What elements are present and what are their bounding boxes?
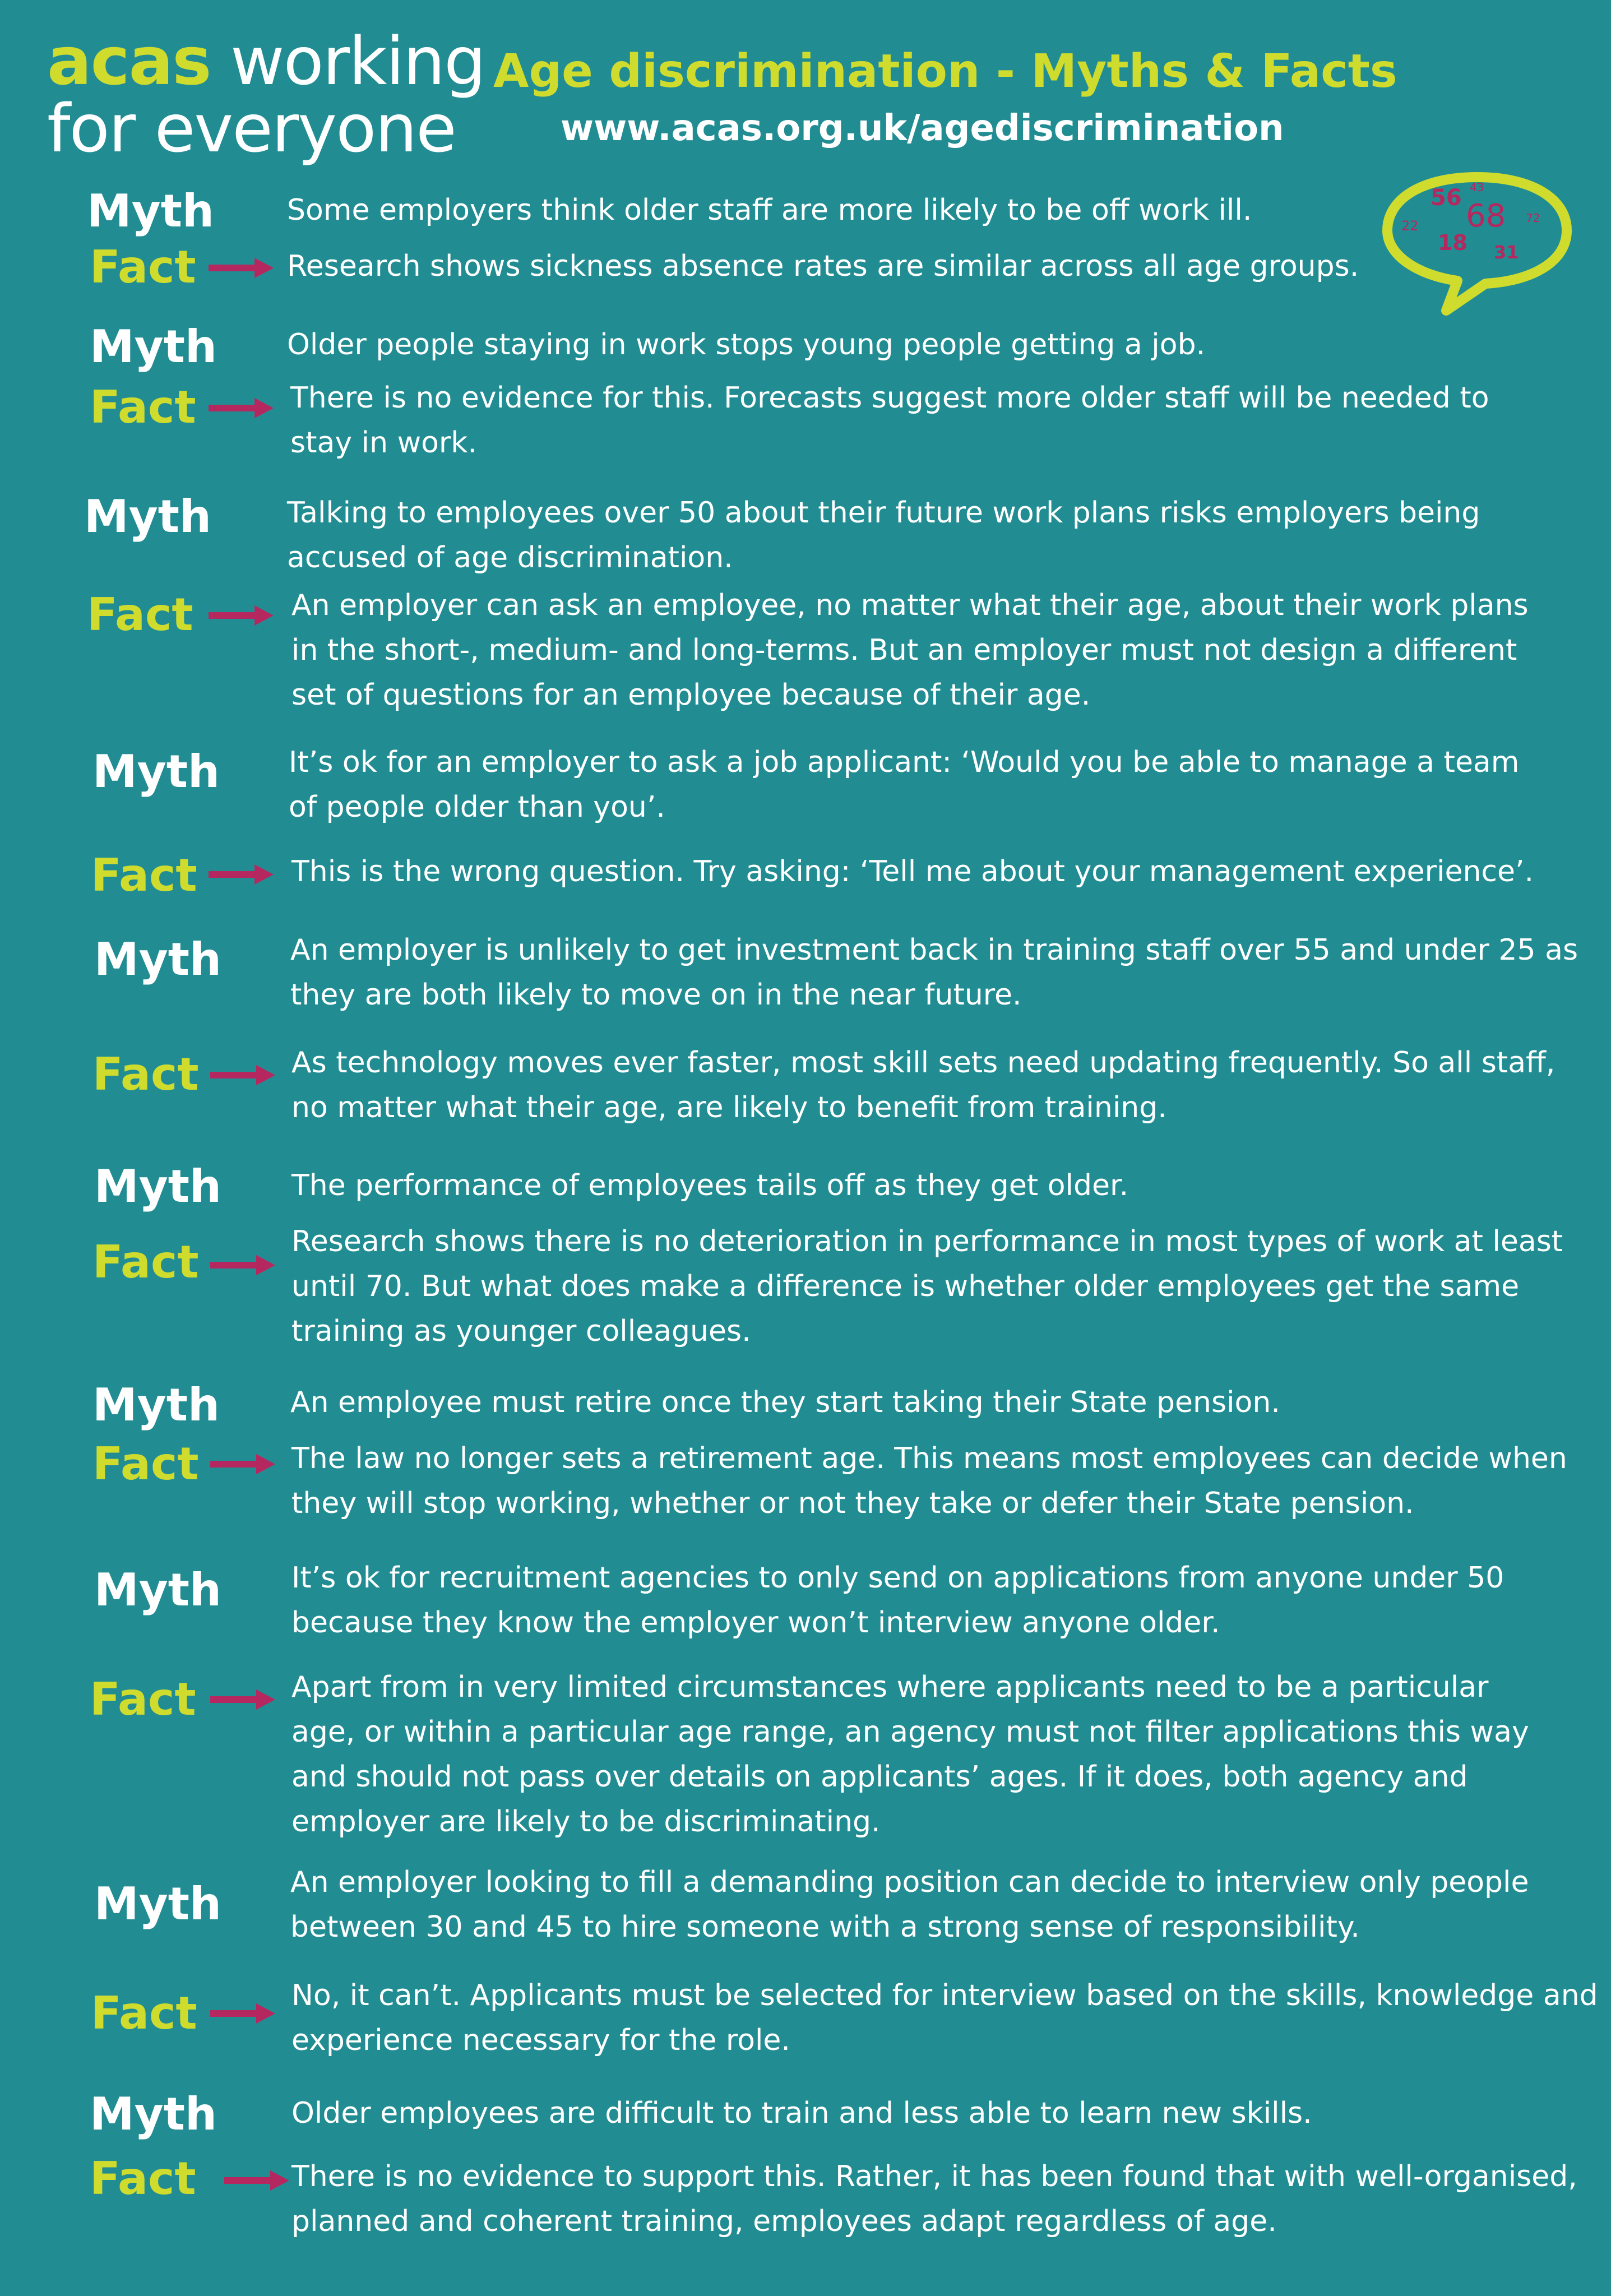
bubble-number-6: 18 [1438,230,1468,255]
fact-text-1 [287,244,1359,289]
fact-9-line-2: experience necessary for the role. [291,2024,790,2057]
fact-label: Fact [91,849,197,901]
myth-label: Myth [90,2088,217,2140]
arrow-right-icon [210,1453,276,1475]
arrow-right-icon [224,2169,290,2192]
acas-logo [47,22,485,167]
fact-label: Fact [91,1987,197,2039]
page-url[interactable]: www.acas.org.uk/agediscrimination [561,108,1284,149]
fact-1-line-1: Research shows sickness absence rates are similar across all age groups. [287,249,1359,283]
myth-label: Myth [92,746,220,798]
fact-5-line-1: As technology moves ever faster, most skill sets need updating frequently. So all staff, [291,1046,1556,1080]
myth-text-9 [290,1860,1529,1950]
fact-label: Fact [90,1673,196,1725]
logo-line-2: for everyone [47,90,456,167]
myth-4-line-1: It’s ok for an employer to ask a job applicant: ‘Would you be able to manage a team [289,746,1520,779]
fact-8-line-3: and should not pass over details on applicants’ ages. If it does, both agency and [291,1760,1468,1794]
fact-label: Fact [92,1048,199,1100]
myth-9-line-1: An employer looking to fill a demanding position can decide to interview only people [290,1866,1529,1899]
myth-1-line-1: Some employers think older staff are more likely to be off work ill. [287,193,1252,227]
fact-6-line-2: until 70. But what does make a difference is whether older employees get the same [291,1270,1520,1303]
fact-3-line-1: An employer can ask an employee, no matter what their age, about their work plans [291,589,1529,622]
myth-3-line-2: accused of age discrimination. [287,541,733,575]
myth-text-8 [291,1556,1504,1645]
myth-10-line-1: Older employees are difficult to train and less able to learn new skills. [291,2096,1312,2130]
bubble-number-3: 68 [1466,198,1506,234]
myth-label: Myth [94,1878,221,1930]
bubble-number-1: 56 [1431,185,1462,211]
fact-6-line-3: training as younger colleagues. [291,1314,751,1348]
arrow-right-icon [209,397,275,419]
fact-6-line-1: Research shows there is no deterioration in performance in most types of work at least [291,1225,1563,1258]
myth-label: Myth [87,185,214,237]
fact-8-line-2: age, or within a particular age range, an agency must not filter applications this way [291,1715,1529,1749]
bubble-number-5: 72 [1526,211,1540,225]
myth-3-line-1: Talking to employees over 50 about their future work plans risks employers being [287,496,1480,530]
fact-2-line-1: There is no evidence for this. Forecasts suggest more older staff will be needed to [290,381,1489,415]
fact-text-4 [291,849,1534,894]
fact-2-line-2: stay in work. [290,426,477,460]
myth-8-line-1: It’s ok for recruitment agencies to only send on applications from anyone under 50 [291,1561,1504,1595]
speech-bubble-icon [1379,166,1575,317]
fact-10-line-1: There is no evidence to support this. Rather, it has been found that with well-organised, [291,2160,1577,2193]
arrow-right-icon [209,604,275,627]
logo-line-1 [47,22,485,100]
arrow-right-icon [209,863,275,886]
fact-10-line-2: planned and coherent training, employees adapt regardless of age. [291,2205,1277,2238]
fact-7-line-2: they will stop working, whether or not they take or defer their State pension. [291,1487,1414,1520]
myth-text-7 [290,1380,1280,1425]
fact-label: Fact [92,1438,199,1490]
myth-label: Myth [92,1379,220,1431]
fact-text-9 [291,1973,1598,2063]
logo-working: working [210,22,485,100]
myth-text-3 [287,490,1480,580]
bubble-number-4: 22 [1401,218,1419,234]
myth-text-6 [291,1163,1128,1208]
myth-label: Myth [90,321,217,373]
arrow-right-icon [210,1254,276,1276]
myth-5-line-2: they are both likely to move on in the near future. [290,978,1022,1012]
fact-9-line-1: No, it can’t. Applicants must be selected for interview based on the skills, knowledge and [291,1979,1598,2012]
logo-acas: acas [47,22,211,100]
fact-label: Fact [87,589,193,641]
myth-6-line-1: The performance of employees tails off as they get older. [291,1169,1129,1202]
myth-text-1 [287,188,1252,233]
arrow-right-icon [210,1064,276,1086]
arrow-right-icon [210,2002,276,2025]
bubble-number-7: 31 [1494,242,1519,263]
fact-7-line-1: The law no longer sets a retirement age. This means most employees can decide when [291,1442,1567,1475]
fact-text-2 [290,376,1489,465]
myth-label: Myth [94,1564,221,1616]
fact-5-line-2: no matter what their age, are likely to benefit from training. [291,1091,1167,1124]
arrow-right-icon [210,1688,276,1711]
fact-label: Fact [90,2152,196,2205]
myth-8-line-2: because they know the employer won’t interview anyone older. [291,1606,1220,1640]
page-title: Age discrimination - Myths & Facts [493,45,1397,98]
myth-label: Myth [94,1160,221,1212]
myth-label: Myth [84,490,211,543]
fact-text-6 [291,1219,1563,1354]
fact-label: Fact [90,381,196,433]
myth-5-line-1: An employer is unlikely to get investment back in training staff over 55 and under 25 as [290,933,1578,967]
fact-text-7 [291,1436,1567,1526]
myth-label: Myth [94,933,221,985]
fact-8-line-4: employer are likely to be discriminating. [291,1805,881,1839]
myth-text-4 [289,740,1519,830]
fact-3-line-3: set of questions for an employee because of their age. [291,678,1091,712]
fact-text-8 [291,1665,1529,1844]
arrow-right-icon [209,257,275,279]
fact-text-5 [291,1040,1555,1130]
myth-text-10 [291,2091,1312,2136]
fact-label: Fact [90,241,196,293]
bubble-number-2: 43 [1470,180,1484,194]
myth-4-line-2: of people older than you’. [289,790,665,824]
myth-2-line-1: Older people staying in work stops young people getting a job. [287,328,1206,362]
fact-text-10 [291,2154,1577,2244]
fact-3-line-2: in the short-, medium- and long-terms. But an employer must not design a different [291,633,1517,667]
fact-label: Fact [92,1236,199,1288]
fact-4-line-1: This is the wrong question. Try asking: ‘Tell me about your management experience’. [291,855,1534,888]
fact-8-line-1: Apart from in very limited circumstances where applicants need to be a particular [291,1670,1489,1704]
myth-9-line-2: between 30 and 45 to hire someone with a strong sense of responsibility. [290,1910,1360,1944]
fact-text-3 [291,583,1529,718]
myth-text-5 [290,928,1578,1017]
myth-text-2 [287,322,1205,367]
myth-7-line-1: An employee must retire once they start taking their State pension. [290,1386,1280,1419]
